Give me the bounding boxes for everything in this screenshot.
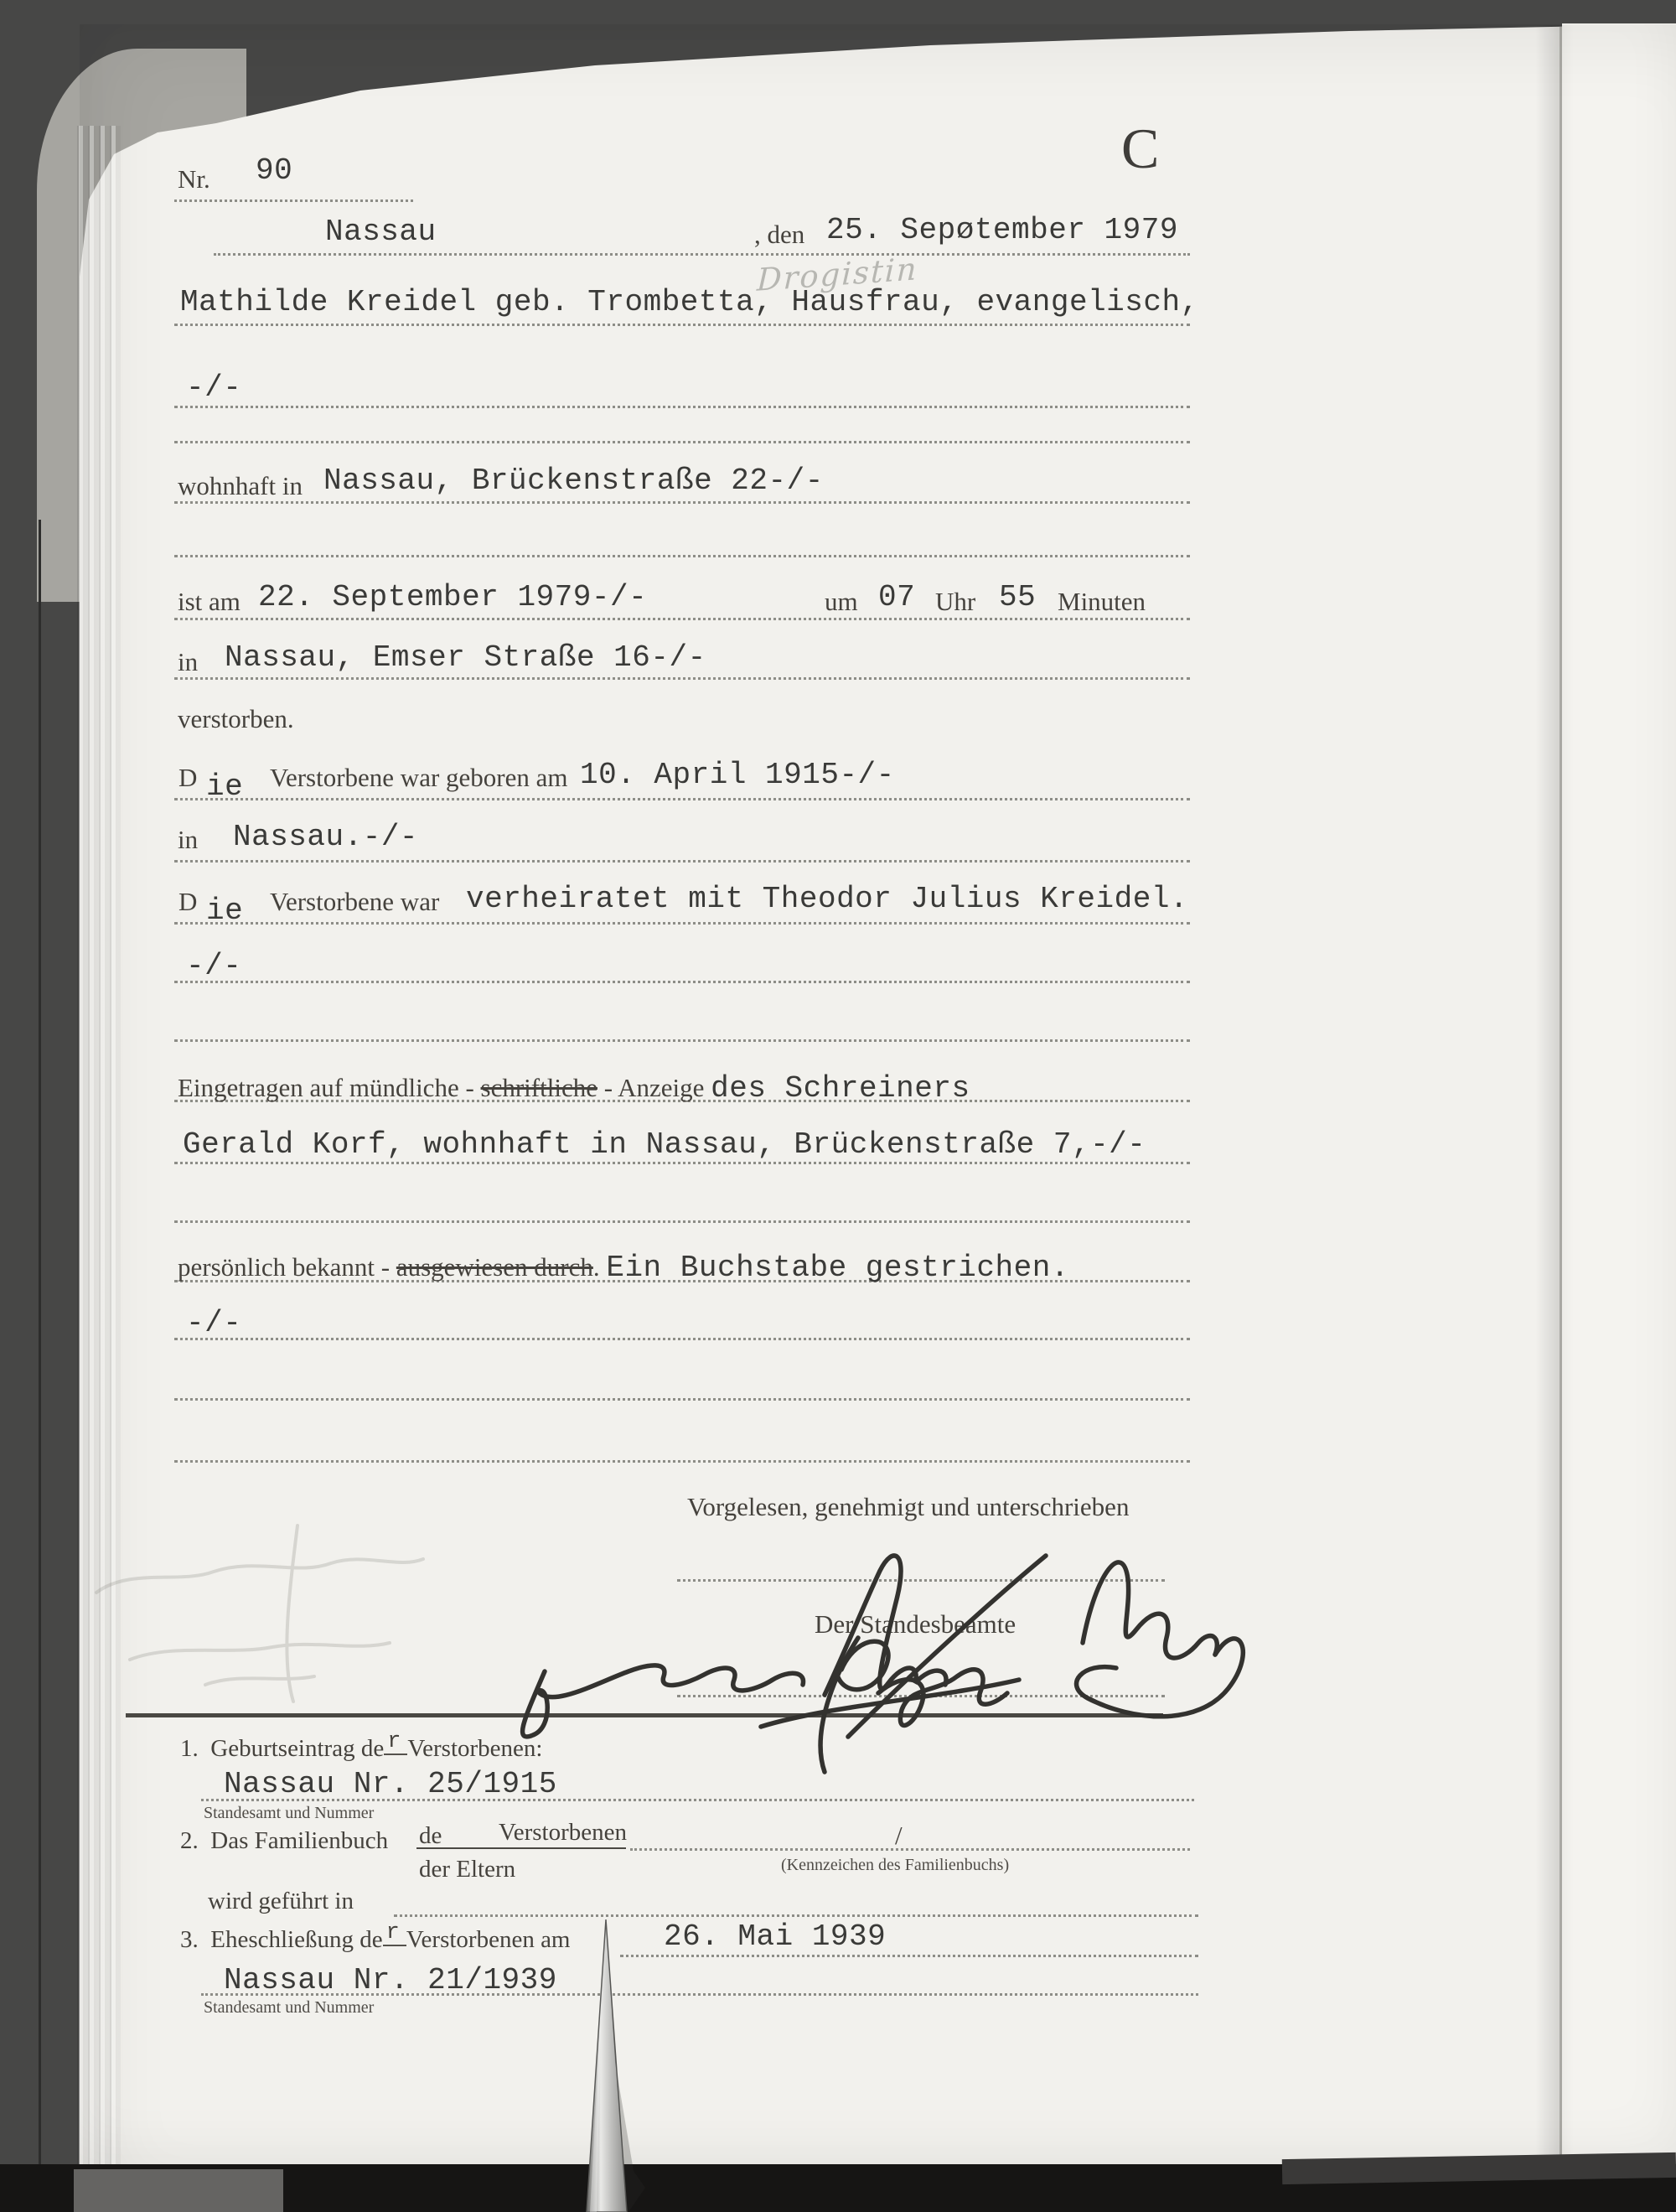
book-edge-shadow: [74, 2169, 283, 2212]
footnote-3-ending: r: [383, 1922, 406, 1946]
identification-line: [178, 1251, 1069, 1285]
footnote-2-continuation: wird geführt in: [208, 1888, 354, 1914]
filler-mark: -/-: [186, 949, 242, 983]
dotted-rule: [174, 1460, 1190, 1463]
death-date-label: ist am: [178, 587, 241, 616]
footnote-1-label-post: Verstorbenen:: [407, 1735, 543, 1762]
struck-ausgewiesen-durch: ausgewiesen durch: [396, 1252, 593, 1282]
footnote-1-label-pre: Geburtseintrag de: [210, 1735, 385, 1762]
time-uhr-label: Uhr: [935, 587, 976, 616]
residence-label: wohnhaft in: [178, 471, 303, 500]
death-date-value: 22. September 1979-/-: [258, 580, 648, 614]
page-stack-edges: [77, 126, 121, 2167]
dotted-rule: [174, 1039, 1190, 1042]
page-gutter-line: [1560, 27, 1562, 2164]
death-place-value: Nassau, Emser Straße 16-/-: [225, 640, 706, 675]
date-prefix: , den: [754, 220, 805, 249]
struck-schriftliche: schriftliche: [480, 1073, 597, 1102]
pencil-annotation: Drogistin: [756, 251, 919, 298]
dotted-rule: [174, 618, 1190, 620]
dotted-rule: [174, 441, 1190, 443]
registration-part1: Eingetragen auf mündliche -: [178, 1073, 481, 1102]
filler-mark: -/-: [186, 1306, 242, 1340]
pen: [553, 1911, 662, 2212]
footnote-1-sublabel: Standesamt und Nummer: [204, 1804, 375, 1822]
dotted-rule: [620, 1955, 1198, 1957]
footnote-2-sublabel: (Kennzeichen des Familienbuchs): [781, 1856, 1010, 1874]
dotted-rule: [174, 501, 1190, 504]
dotted-rule: [394, 1914, 1198, 1917]
footnote-3: [180, 1920, 571, 1956]
registration-line: [178, 1071, 970, 1106]
time-um-label: um: [825, 587, 858, 616]
footnote-3-number: 3.: [180, 1926, 199, 1953]
dotted-rule: [174, 922, 1190, 925]
marriage-register-reference: Nassau Nr. 21/1939: [224, 1963, 557, 1997]
birth-article-typed: ie: [206, 769, 244, 804]
footnote-2-number: 2.: [180, 1827, 199, 1854]
footnote-1-ending: r: [384, 1731, 407, 1755]
marriage-article-printed: D: [178, 887, 198, 916]
dotted-rule: [174, 798, 1190, 800]
familienbuch-slash: /: [895, 1821, 903, 1850]
informant-line: Gerald Korf, wohnhaft in Nassau, Brückenstraße 7,-/-: [183, 1127, 1146, 1162]
death-minute: 55: [999, 580, 1037, 614]
registrar-signature: [680, 1616, 1041, 1792]
corner-letter: C: [1121, 117, 1160, 180]
dotted-rule: [174, 1338, 1190, 1340]
dotted-rule: [174, 1162, 1190, 1164]
birth-label: Verstorbene war geboren am: [270, 763, 568, 792]
ghost-handwriting: [80, 1492, 549, 1727]
footnote-2-option-verstorbenen: Verstorbenen: [499, 1819, 628, 1846]
dotted-rule: [214, 253, 1190, 256]
record-number-label: Nr.: [178, 164, 210, 194]
identification-period: .: [592, 1252, 607, 1282]
footnote-1-number: 1.: [180, 1735, 199, 1762]
time-minuten-label: Minuten: [1058, 587, 1146, 616]
dotted-rule: [174, 981, 1190, 983]
birth-register-reference: Nassau Nr. 25/1915: [224, 1767, 557, 1801]
footnote-3-label-pre: Eheschließung de: [210, 1926, 383, 1953]
solid-rule: [416, 1847, 626, 1849]
footnote-2-option-der-eltern: der Eltern: [419, 1856, 516, 1883]
filler-mark: -/-: [186, 370, 242, 405]
marriage-value: verheiratet mit Theodor Julius Kreidel.: [466, 882, 1189, 916]
verstorben-label: verstorben.: [178, 704, 294, 733]
footnote-3-sublabel: Standesamt und Nummer: [204, 1998, 375, 2017]
issue-date: 25. Sepøtember 1979: [826, 213, 1178, 247]
registration-part2: - Anzeige: [597, 1073, 711, 1102]
residence-value: Nassau, Brückenstraße 22-/-: [323, 464, 824, 498]
decedent-name-line: Mathilde Kreidel geb. Trombetta, Hausfrau, evangelisch,: [180, 285, 1199, 319]
dotted-rule: [174, 1398, 1190, 1401]
marriage-label: Verstorbene war: [270, 887, 440, 916]
dotted-rule: [174, 199, 413, 202]
identification-part1: persönlich bekannt -: [178, 1252, 396, 1282]
official-title: Der Standesbeamte: [815, 1609, 1016, 1639]
birth-place-value: Nassau.-/-: [233, 820, 419, 854]
birth-article-printed: D: [178, 763, 198, 792]
marriage-date-value: 26. Mai 1939: [664, 1919, 887, 1954]
dotted-rule: [174, 555, 1190, 557]
issue-place: Nassau: [325, 215, 437, 249]
footnote-3-label-post: Verstorbenen am: [406, 1926, 571, 1953]
record-number-value: 90: [256, 153, 293, 188]
informant-role-typed: des Schreiners: [711, 1071, 970, 1106]
birth-place-label: in: [178, 825, 199, 854]
book-cover-edge: [39, 520, 41, 2188]
marriage-article-typed: ie: [206, 894, 244, 928]
footnote-2: [180, 1827, 388, 1855]
birth-date-value: 10. April 1915-/-: [580, 758, 895, 792]
footnote-2-label: Das Familienbuch: [210, 1827, 389, 1854]
dotted-rule: [174, 677, 1190, 680]
death-hour: 07: [878, 580, 916, 614]
correction-note-typed: Ein Buchstabe gestrichen.: [606, 1251, 1069, 1285]
dotted-rule: [174, 860, 1190, 863]
footnote-1: [180, 1729, 543, 1764]
facing-page: [1562, 23, 1676, 2168]
footnote-2-option-de: de: [419, 1822, 442, 1849]
attestation-statement: Vorgelesen, genehmigt und unterschrieben: [687, 1492, 1130, 1521]
dotted-rule: [630, 1848, 1190, 1851]
dotted-rule: [174, 324, 1190, 326]
dotted-rule: [174, 1220, 1190, 1223]
dotted-rule: [174, 406, 1190, 408]
page-gutter-shadow: [1535, 25, 1574, 2164]
death-place-label: in: [178, 647, 199, 676]
